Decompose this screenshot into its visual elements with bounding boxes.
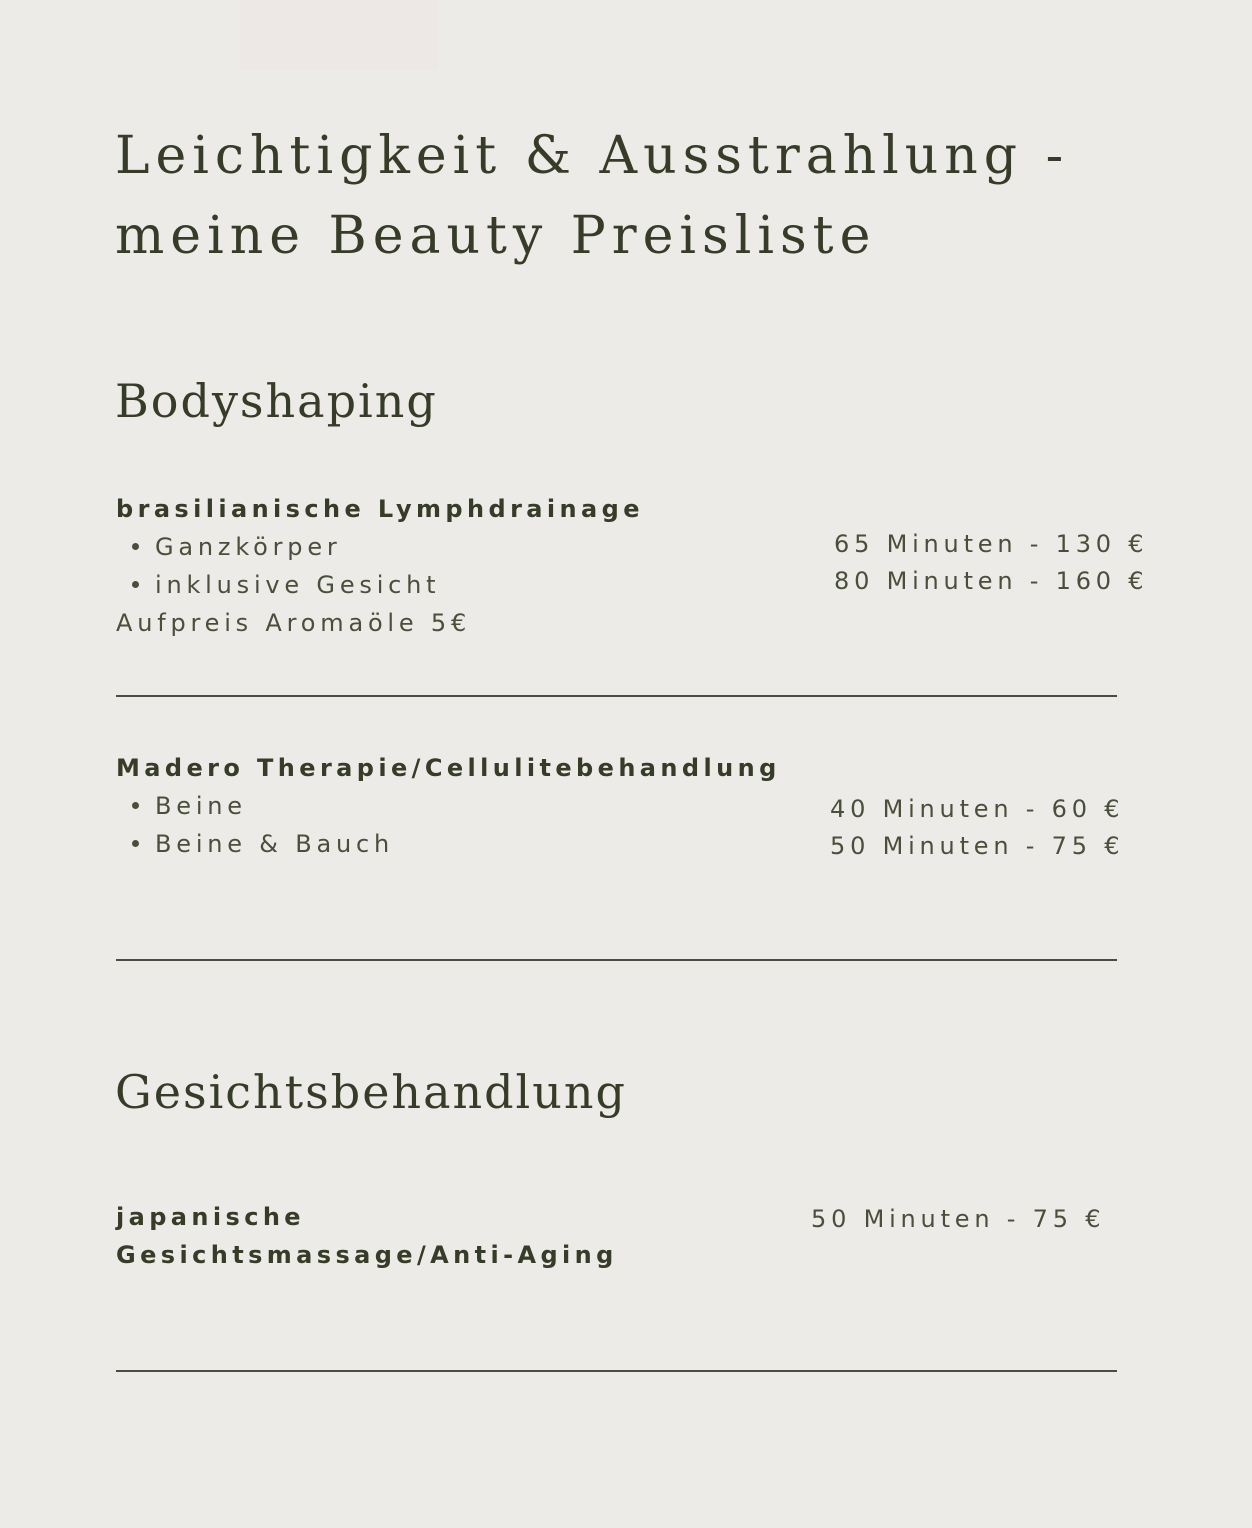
section-divider: [116, 959, 1117, 961]
bullet-option: [132, 528, 342, 566]
bullet-dot-icon: [132, 802, 139, 809]
bullet-option: [132, 787, 247, 825]
decorative-accent-block: [240, 0, 438, 70]
price-line: 80 Minuten - 160 €: [834, 567, 1149, 595]
surcharge-note: Aufpreis Aromaöle 5€: [116, 609, 472, 637]
section-heading-gesichtsbehandlung: Gesichtsbehandlung: [115, 1065, 627, 1119]
option-label: Beine & Bauch: [155, 830, 395, 858]
item-title: japanische Gesichtsmassage/Anti-Aging: [116, 1203, 618, 1269]
price-line: 65 Minuten - 130 €: [834, 530, 1149, 558]
option-label: Ganzkörper: [155, 533, 342, 561]
bullet-option: [132, 566, 440, 604]
price-line: 50 Minuten - 75 €: [830, 832, 1125, 860]
section-divider: [116, 1370, 1117, 1372]
section-divider: [116, 695, 1117, 697]
page-title: Leichtigkeit & Ausstrahlung - meine Beauty Preisliste: [115, 126, 1070, 266]
bullet-dot-icon: [132, 840, 139, 847]
price-line: 50 Minuten - 75 €: [811, 1205, 1106, 1233]
item-title: brasilianische Lymphdrainage: [116, 495, 644, 523]
bullet-dot-icon: [132, 581, 139, 588]
option-label: inklusive Gesicht: [155, 571, 441, 599]
bullet-dot-icon: [132, 543, 139, 550]
price-line: 40 Minuten - 60 €: [830, 795, 1125, 823]
item-title: Madero Therapie/Cellulitebehandlung: [116, 754, 781, 782]
section-heading-bodyshaping: Bodyshaping: [115, 374, 438, 428]
bullet-option: [132, 825, 394, 863]
option-label: Beine: [155, 792, 247, 820]
